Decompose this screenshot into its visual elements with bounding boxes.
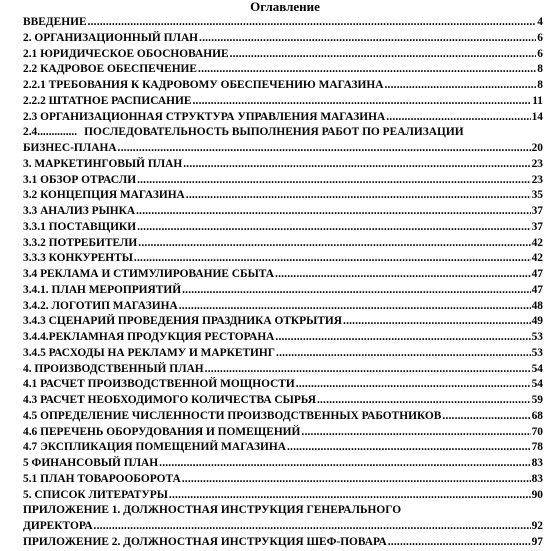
toc-entry-3-4-1[interactable] [23,283,547,299]
toc-entry-page: 4 [537,16,543,28]
dot-leader [182,472,531,488]
dot-leader [205,362,531,378]
dot-leader [183,157,530,173]
toc-entry-text: ПРИЛОЖЕНИЕ 1. ДОЛЖНОСТНАЯ ИНСТРУКЦИЯ ГЕНЕРАЛЬНОГО [23,504,402,517]
toc-entry-text: 4.1 РАСЧЕТ ПРОИЗВОДСТВЕННОЙ МОЩНОСТИ [23,378,295,391]
dot-leader [134,251,531,267]
toc-entry-3-4-4[interactable] [23,330,547,346]
toc-entry-3-4[interactable] [23,267,547,283]
toc-entry-page: 92 [531,520,543,532]
toc-entry-page: 48 [531,299,543,312]
toc-entry-text: 3.3.2 ПОТРЕБИТЕЛИ [23,236,138,249]
toc-entry-page: 8 [537,63,543,76]
toc-entry-page: 20 [531,142,543,154]
toc-entry-page: 47 [531,268,543,280]
toc-entry-2-3[interactable] [23,110,547,126]
dot-leader [275,330,530,346]
toc-entry-4[interactable] [23,362,547,378]
dot-leader [136,204,531,220]
dot-leader [137,220,531,236]
toc-entry-3-3-1[interactable] [23,220,547,236]
toc-entry-page: 23 [531,173,543,186]
toc-entry-text: 4. ПРОИЗВОДСТВЕННЫЙ ПЛАН [23,362,204,375]
dot-leader [301,425,530,441]
toc-entry-5[interactable] [23,456,547,472]
toc-entry-2-2-2[interactable] [23,94,547,110]
toc-entry-2[interactable] [23,31,547,47]
toc-entry-page: 53 [531,346,543,359]
toc-entry-text: 4.5 ОПРЕДЕЛЕНИЕ ЧИСЛЕННОСТИ ПРОИЗВОДСТВЕННЫХ РАБОТНИКОВ [23,409,442,422]
dot-leader [230,47,537,63]
toc-entry-page: 83 [531,472,543,485]
toc-entry-text: 5.1 ПЛАН ТОВАРООБОРОТА [23,472,181,485]
toc-entry-page: 78 [531,441,543,454]
toc-entry-page: 90 [531,488,543,501]
toc-entry-2-4-continued[interactable] [23,141,547,157]
toc-entry-page: 35 [531,189,543,202]
toc-entry-text: 3.3.3 КОНКУРЕНТЫ [23,252,133,265]
toc-entry-appendix-1-continued[interactable] [23,519,547,535]
toc-entry-text: ВВЕДЕНИЕ [23,16,87,28]
toc-entry-text: 3.3.1 ПОСТАВЩИКИ [23,220,137,233]
toc-entry-page: 49 [531,315,543,328]
toc-entry-text: ДИРЕКТОРА [23,520,93,532]
dot-leader [94,519,531,535]
toc-entry-page: 68 [531,409,543,422]
toc-entry-text: 2.1 ЮРИДИЧЕСКОЕ ОБОСНОВАНИЕ [23,47,229,60]
dot-leader [343,314,531,330]
toc-entry-introduction[interactable] [23,15,547,31]
toc-entry-page: 42 [531,236,543,249]
toc-entry-text: ПОСЛЕДОВАТЕЛЬНОСТЬ ВЫПОЛНЕНИЯ РАБОТ ПО РЕАЛИЗАЦИИ [84,126,464,139]
dot-leader [182,283,531,299]
toc-entry-appendix-1[interactable] [23,503,547,519]
toc-entry-page: 23 [531,157,543,170]
toc-entry-page: 14 [531,110,543,123]
dot-leader [385,78,537,94]
dot-leader [138,236,530,252]
toc-entry-3-1[interactable] [23,173,547,189]
dot-leader [388,535,531,551]
toc-entry-3-3-3[interactable] [23,251,547,267]
toc-entry-appendix-2[interactable] [23,535,547,551]
table-of-contents [23,0,547,551]
dot-leader [317,393,531,409]
dot-leader [296,377,531,393]
dot-leader [137,173,531,189]
toc-entry-page: 6 [537,47,543,60]
toc-entry-text: 2.3 ОРГАНИЗАЦИОННАЯ СТРУКТУРА УПРАВЛЕНИЯ МАГАЗИНА [23,110,386,123]
dot-leader [192,94,531,110]
toc-entry-5-1[interactable] [23,472,547,488]
toc-entry-text: БИЗНЕС-ПЛАНА [23,142,117,154]
dot-leader [199,31,536,47]
toc-entry-text: ПРИЛОЖЕНИЕ 2. ДОЛЖНОСТНАЯ ИНСТРУКЦИЯ ШЕФ-ПОВАРА [23,535,387,548]
dot-leader [276,346,531,362]
toc-entry-text: 3. МАРКЕТИНГОВЫЙ ПЛАН [23,157,183,170]
toc-entry-2-1[interactable] [23,47,547,63]
toc-entry-page: 53 [531,331,543,343]
toc-entry-text: 5. СПИСОК ЛИТЕРАТУРЫ [23,488,168,501]
toc-entry-text: 3.4.4.РЕКЛАМНАЯ ПРОДУКЦИЯ РЕСТОРАНА [23,331,275,343]
toc-entry-page: 59 [531,394,543,406]
toc-entry-page: 37 [531,205,543,217]
toc-entry-text: 4.7 ЭКСПЛИКАЦИЯ ПОМЕЩЕНИЙ МАГАЗИНА [23,441,286,454]
dot-leader [88,15,537,31]
toc-entry-3-3[interactable] [23,204,547,220]
toc-entry-text: 3.2 КОНЦЕПЦИЯ МАГАЗИНА [23,189,185,202]
toc-entry-text: 3.4 РЕКЛАМА И СТИМУЛИРОВАНИЕ СБЫТА [23,268,275,280]
toc-entry-text: 4.3 РАСЧЕТ НЕОБХОДИМОГО КОЛИЧЕСТВА СЫРЬЯ [23,394,316,406]
dot-leader [287,440,531,456]
dot-leader [275,267,531,283]
dot-leader [169,488,531,504]
toc-entry-page: 47 [531,283,543,296]
toc-entry-page: 37 [531,220,543,233]
dot-leader [442,409,530,425]
dot-leader [118,141,531,157]
toc-entry-4-5[interactable] [23,409,547,425]
toc-entry-page: 97 [531,535,543,548]
toc-entry-2-2[interactable] [23,62,547,78]
toc-entry-page: 8 [537,79,543,91]
toc-entry-text: 3.4.1. ПЛАН МЕРОПРИЯТИЙ [23,283,182,296]
toc-entry-page: 70 [531,425,543,438]
toc-entry-literature[interactable] [23,488,547,504]
toc-entry-text: 5 ФИНАНСОВЫЙ ПЛАН [23,457,159,469]
toc-entry-3-4-5[interactable] [23,346,547,362]
toc-entry-text: 3.1 ОБЗОР ОТРАСЛИ [23,173,137,186]
toc-entry-text: 3.4.5 РАСХОДЫ НА РЕКЛАМУ И МАРКЕТИНГ [23,346,276,359]
toc-entry-text: 3.4.3 СЦЕНАРИЙ ПРОВЕДЕНИЯ ПРАЗДНИКА ОТКРЫТИЯ [23,315,343,328]
toc-entry-3-3-2[interactable] [23,236,547,252]
toc-entry-page: 54 [531,378,543,391]
toc-entry-page: 54 [531,362,543,375]
toc-entry-text: 4.6 ПЕРЕЧЕНЬ ОБОРУДОВАНИЯ И ПОМЕЩЕНИЙ [23,425,301,438]
toc-entry-4-7[interactable] [23,440,547,456]
toc-entry-page: 11 [532,94,543,107]
toc-entry-page: 6 [537,31,543,44]
toc-entry-4-1[interactable] [23,377,547,393]
toc-entry-text: 2.2.1 ТРЕБОВАНИЯ К КАДРОВОМУ ОБЕСПЕЧЕНИЮ МАГАЗИНА [23,79,384,91]
toc-entry-text: 3.4.2. ЛОГОТИП МАГАЗИНА [23,299,178,312]
toc-entry-2-2-1[interactable] [23,78,547,94]
toc-entry-text: 2. ОРГАНИЗАЦИОННЫЙ ПЛАН [23,31,199,44]
toc-entry-text: 3.3 АНАЛИЗ РЫНКА [23,205,136,217]
dot-leader [159,456,530,472]
toc-entry-4-6[interactable] [23,425,547,441]
toc-title: Оглавление [250,0,320,14]
toc-entry-number: 2.4.............. [23,126,78,139]
dot-leader [186,188,531,204]
toc-entry-page: 83 [531,457,543,469]
toc-entry-text: 2.2.2 ШТАТНОЕ РАСПИСАНИЕ [23,94,192,107]
toc-entry-3-4-2[interactable] [23,299,547,315]
toc-entry-page: 42 [531,252,543,265]
dot-leader [386,110,530,126]
toc-entry-3-2[interactable] [23,188,547,204]
toc-entry-4-3[interactable] [23,393,547,409]
toc-entry-2-4[interactable] [23,125,547,141]
toc-entry-3[interactable] [23,157,547,173]
dot-leader [198,62,536,78]
dot-leader [179,299,531,315]
toc-entry-text: 2.2 КАДРОВОЕ ОБЕСПЕЧЕНИЕ [23,63,198,76]
toc-entry-3-4-3[interactable] [23,314,547,330]
